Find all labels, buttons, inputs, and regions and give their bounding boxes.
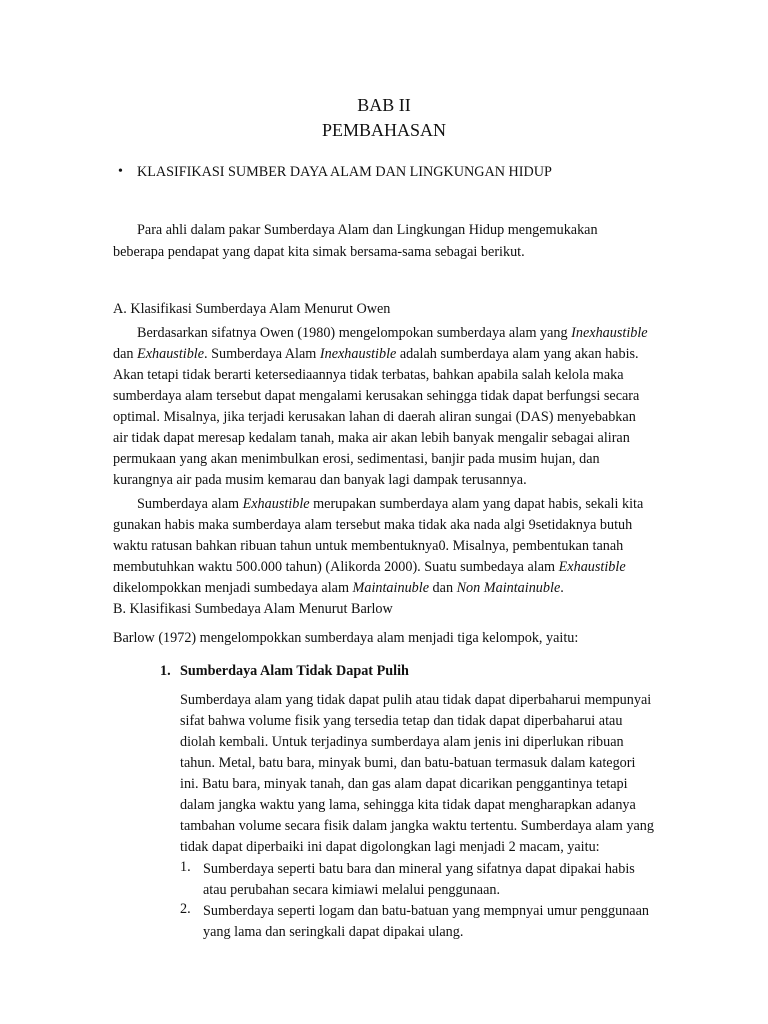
p1-line-5: optimal. Misalnya, jika terjadi kerusakan lahan di daerah aliran sungai (DAS) menyebabkan bbox=[113, 409, 636, 425]
section-b-heading: B. Klasifikasi Sumbedaya Alam Menurut Barlow bbox=[113, 601, 393, 617]
chapter-title: PEMBAHASAN bbox=[321, 120, 447, 140]
p1-line-6: air tidak dapat meresap kedalam tanah, maka air akan lebih banyak mengalir sebagai aliran bbox=[113, 430, 630, 446]
p2-line-5: dikelompokkan menjadi sumbedaya alam Maintainuble dan Non Maintainuble. bbox=[113, 580, 564, 596]
subitem-2-line-2: yang lama dan seringkali dapat dipakai ulang. bbox=[203, 924, 464, 940]
item-1-line-2: sifat bahwa volume fisik yang tersedia tetap dan tidak dapat diperbaharui atau bbox=[180, 713, 623, 729]
p2-line-1: Sumberdaya alam Exhaustible merupakan sumberdaya alam yang dapat habis, sekali kita bbox=[137, 496, 644, 512]
intro-line-2: beberapa pendapat yang dapat kita simak bersama-sama sebagai berikut. bbox=[113, 244, 525, 260]
item-1-line-7: tambahan volume secara fisik dalam jangka waktu tertentu. Sumberdaya alam yang bbox=[180, 818, 654, 834]
subitem-2 bbox=[203, 901, 678, 943]
item-1-number: 1. bbox=[160, 663, 171, 679]
bullet-symbol: • bbox=[118, 164, 123, 179]
item-1-title: Sumberdaya Alam Tidak Dapat Pulih bbox=[180, 663, 409, 679]
subitem-1-line-1: Sumberdaya seperti batu bara dan mineral yang sifatnya dapat dipakai habis bbox=[203, 861, 635, 877]
section-a-heading: A. Klasifikasi Sumberdaya Alam Menurut Owen bbox=[113, 301, 391, 317]
subitem-1-line-2: atau perubahan secara kimiawi melalui penggunaan. bbox=[203, 882, 501, 898]
chapter-number: BAB II bbox=[357, 95, 411, 115]
p1-line-4: sumberdaya alam tersebut dapat mengalami kerusakan sehingga tidak dapat berfungsi secara bbox=[113, 388, 640, 404]
p2-line-2: gunakan habis maka sumberdaya alam tersebut maka tidak aka nada algi 9setidaknya butuh bbox=[113, 517, 633, 533]
bullet-heading: KLASIFIKASI SUMBER DAYA ALAM DAN LINGKUNGAN HIDUP bbox=[137, 164, 552, 180]
subitem-2-line-1: Sumberdaya seperti logam dan batu-batuan yang mempnyai umur penggunaan bbox=[203, 903, 649, 919]
intro-line-1: Para ahli dalam pakar Sumberdaya Alam dan Lingkungan Hidup mengemukakan bbox=[137, 222, 598, 238]
item-1-line-3: diolah kembali. Untuk terjadinya sumberdaya alam jenis ini diperlukan ribuan bbox=[180, 734, 624, 750]
p1-line-3: Akan tetapi tidak berarti ketersediaannya tidak terbatas, bahkan apabila salah kelola maka bbox=[113, 367, 624, 383]
subitem-2-number: 2. bbox=[180, 901, 191, 917]
item-1-line-6: dalam jangka waktu yang lama, sehingga kita tidak dapat mengharapkan adanya bbox=[180, 797, 636, 813]
item-1-body bbox=[180, 690, 678, 858]
section-a-paragraph-1 bbox=[113, 323, 679, 491]
p1-line-8: kurangnya air pada musim kemarau dan banyak lagi dampak terusannya. bbox=[113, 472, 527, 488]
subitem-1 bbox=[203, 859, 678, 901]
item-1-line-4: tahun. Metal, batu bara, minyak bumi, dan batu-batuan termasuk dalam kategori bbox=[180, 755, 636, 771]
p1-line-1: Berdasarkan sifatnya Owen (1980) mengelompokan sumberdaya alam yang Inexhaustible bbox=[137, 325, 648, 341]
p2-line-3: waktu ratusan bahkan ribuan tahun untuk membentuknya0. Misalnya, pembentukan tanah bbox=[113, 538, 624, 554]
p1-line-2: dan Exhaustible. Sumberdaya Alam Inexhaustible adalah sumberdaya alam yang akan habis. bbox=[113, 346, 639, 362]
subitem-1-number: 1. bbox=[180, 859, 191, 875]
item-1-line-8: tidak dapat diperbaiki ini dapat digolongkan lagi menjadi 2 macam, yaitu: bbox=[180, 839, 600, 855]
item-1-line-5: ini. Batu bara, minyak tanah, dan gas alam dapat dicarikan penggantinya tetapi bbox=[180, 776, 628, 792]
section-a-paragraph-2 bbox=[113, 494, 679, 599]
item-1-line-1: Sumberdaya alam yang tidak dapat pulih atau tidak dapat diperbaharui mempunyai bbox=[180, 692, 652, 708]
section-b-intro: Barlow (1972) mengelompokkan sumberdaya alam menjadi tiga kelompok, yaitu: bbox=[113, 630, 579, 646]
p2-line-4: membutuhkan waktu 500.000 tahun) (Alikorda 2000). Suatu sumbedaya alam Exhaustible bbox=[113, 559, 626, 575]
p1-line-7: permukaan yang akan menimbulkan erosi, sedimentasi, banjir pada musim hujan, dan bbox=[113, 451, 600, 467]
